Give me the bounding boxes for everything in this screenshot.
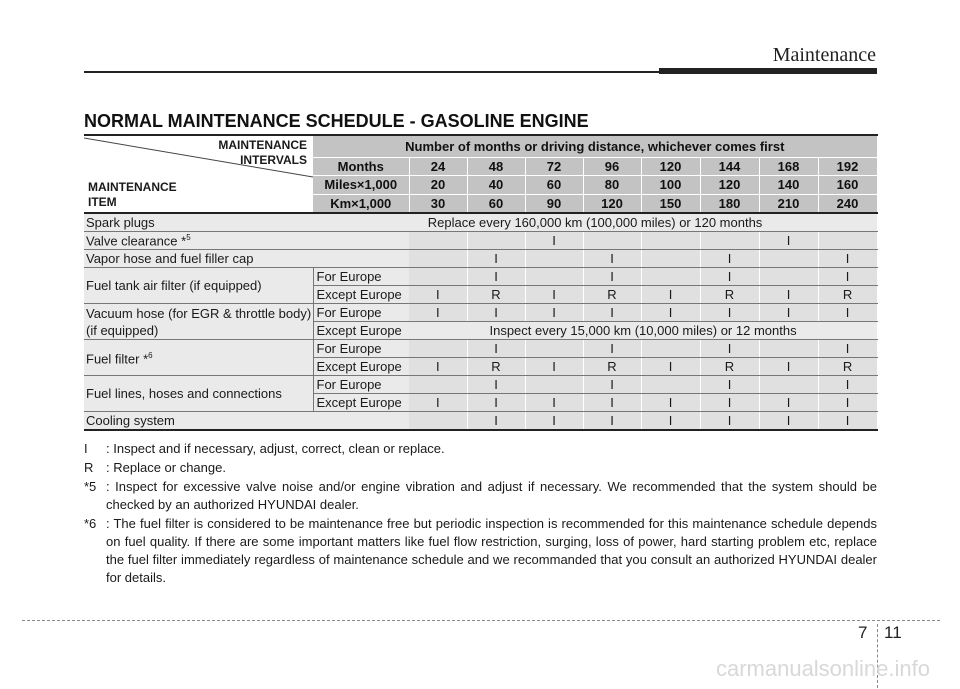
item-name — [84, 232, 409, 250]
item-label-line: MAINTENANCE — [88, 180, 177, 194]
scale-value: 60 — [525, 176, 583, 194]
table-row — [84, 304, 877, 322]
item-name-text: Cooling system — [86, 413, 175, 428]
schedule-cell: I — [818, 340, 877, 358]
region-label: For Europe — [313, 304, 409, 322]
schedule-cell — [641, 340, 700, 358]
legend-entry — [84, 459, 877, 477]
maintenance-schedule-table — [84, 134, 878, 431]
intervals-label — [218, 138, 307, 168]
schedule-cell: I — [583, 250, 641, 268]
item-name — [84, 268, 313, 304]
legend-entry — [84, 478, 877, 514]
schedule-cell — [467, 232, 525, 250]
schedule-cell: R — [700, 358, 759, 376]
schedule-cell: I — [583, 376, 641, 394]
schedule-cell: I — [818, 394, 877, 412]
footnote-marker: 6 — [148, 351, 153, 361]
header-row — [84, 135, 877, 157]
region-label: For Europe — [313, 340, 409, 358]
item-name-text: Fuel lines, hoses and connections — [86, 386, 282, 401]
document-title: NORMAL MAINTENANCE SCHEDULE - GASOLINE ENGINE — [84, 111, 589, 131]
scale-value: 48 — [467, 157, 525, 175]
schedule-cell: I — [467, 304, 525, 322]
schedule-cell — [409, 412, 467, 431]
interval-note: Inspect every 15,000 km (10,000 miles) or 12 months — [409, 322, 877, 340]
schedule-cell — [409, 376, 467, 394]
scale-label: Km×1,000 — [313, 194, 409, 213]
table-row — [84, 340, 877, 358]
schedule-cell: I — [700, 268, 759, 286]
scale-value: 100 — [641, 176, 700, 194]
schedule-cell: I — [467, 412, 525, 431]
schedule-cell — [525, 376, 583, 394]
schedule-cell: I — [583, 340, 641, 358]
scale-value: 192 — [818, 157, 877, 175]
item-name-text: Fuel tank air filter (if equipped) — [86, 278, 262, 293]
schedule-cell: I — [583, 394, 641, 412]
region-label: Except Europe — [313, 394, 409, 412]
schedule-cell: R — [583, 358, 641, 376]
scale-value: 60 — [467, 194, 525, 213]
schedule-cell: I — [759, 232, 818, 250]
schedule-cell — [409, 340, 467, 358]
header-rule-thin — [84, 71, 662, 73]
schedule-cell: I — [467, 376, 525, 394]
scale-label: Months — [313, 157, 409, 175]
schedule-cell: R — [818, 358, 877, 376]
schedule-cell — [641, 376, 700, 394]
scale-value: 160 — [818, 176, 877, 194]
item-name — [84, 304, 313, 340]
table-row — [84, 376, 877, 394]
legend-key: *5 — [84, 479, 97, 494]
schedule-cell: I — [700, 412, 759, 431]
schedule-cell — [700, 232, 759, 250]
schedule-cell: I — [700, 340, 759, 358]
schedule-cell: I — [409, 304, 467, 322]
watermark: carmanualsonline.info — [715, 656, 930, 681]
schedule-cell — [409, 268, 467, 286]
legend-text: : Replace or change. — [106, 460, 226, 475]
schedule-cell: I — [525, 394, 583, 412]
schedule-cell — [409, 250, 467, 268]
scale-value: 144 — [700, 157, 759, 175]
scale-value: 210 — [759, 194, 818, 213]
item-name — [84, 376, 313, 412]
table-row — [84, 412, 877, 431]
schedule-cell: I — [818, 304, 877, 322]
schedule-cell: R — [467, 358, 525, 376]
schedule-cell: I — [759, 304, 818, 322]
schedule-cell: I — [583, 412, 641, 431]
schedule-cell: I — [818, 268, 877, 286]
item-name-text: Fuel filter * — [86, 351, 149, 367]
scale-value: 96 — [583, 157, 641, 175]
schedule-cell: I — [700, 250, 759, 268]
schedule-cell — [759, 268, 818, 286]
region-label: Except Europe — [313, 286, 409, 304]
schedule-cell: R — [467, 286, 525, 304]
schedule-cell — [525, 268, 583, 286]
legend-text: : Inspect for excessive valve noise and/or engine vibration and adjust if necessary. We recommended that the system should be checked by an authorized HYUNDAI dealer. — [106, 479, 877, 512]
schedule-cell — [583, 232, 641, 250]
chapter-number: 7 — [858, 623, 868, 642]
schedule-cell: I — [409, 358, 467, 376]
schedule-cell: I — [525, 304, 583, 322]
schedule-cell: I — [467, 250, 525, 268]
schedule-cell: I — [759, 412, 818, 431]
schedule-cell — [641, 268, 700, 286]
schedule-cell: I — [818, 250, 877, 268]
table-row — [84, 268, 877, 286]
item-name-text: Vapor hose and fuel filler cap — [86, 251, 254, 266]
scale-value: 150 — [641, 194, 700, 213]
scale-value: 120 — [583, 194, 641, 213]
schedule-cell: I — [641, 304, 700, 322]
item-name — [84, 412, 409, 431]
region-label: Except Europe — [313, 322, 409, 340]
footer-divider — [22, 620, 940, 621]
table-corner-header — [84, 135, 313, 213]
scale-value: 180 — [700, 194, 759, 213]
item-name-text: Spark plugs — [86, 215, 155, 230]
section-title: Maintenance — [772, 44, 876, 66]
legend-entry — [84, 515, 877, 587]
scale-value: 168 — [759, 157, 818, 175]
intervals-header: Number of months or driving distance, whichever comes first — [313, 135, 877, 157]
schedule-cell: R — [583, 286, 641, 304]
schedule-cell: I — [525, 412, 583, 431]
intervals-label-line: MAINTENANCE — [218, 138, 307, 152]
item-name-text: Valve clearance * — [86, 233, 187, 249]
legend-text: : The fuel filter is considered to be maintenance free but periodic inspection is recommended for this maintenance schedule depends on fuel quality. If there are some important matters like fuel flow restriction, surging, loss of power, hard starting problem etc, replace the fuel filter immediately regardless of maintenance schedule and we recommanded that you consult an authorized HYUNDAI dealer for details. — [106, 516, 877, 585]
schedule-cell: I — [525, 358, 583, 376]
scale-value: 80 — [583, 176, 641, 194]
item-name — [84, 250, 409, 268]
schedule-cell: I — [759, 286, 818, 304]
schedule-cell: R — [700, 286, 759, 304]
schedule-cell: I — [467, 340, 525, 358]
region-label: For Europe — [313, 376, 409, 394]
item-name-text: Vacuum hose (for EGR & throttle body) (if equipped) — [86, 305, 312, 338]
interval-note: Replace every 160,000 km (100,000 miles) or 120 months — [313, 213, 877, 232]
item-label — [88, 180, 177, 210]
schedule-cell: I — [759, 358, 818, 376]
schedule-cell: I — [409, 286, 467, 304]
schedule-cell: I — [409, 394, 467, 412]
region-label: For Europe — [313, 268, 409, 286]
legend-key: R — [84, 460, 94, 475]
legend-entry — [84, 440, 877, 458]
schedule-cell: I — [641, 286, 700, 304]
schedule-cell: R — [818, 286, 877, 304]
schedule-cell — [759, 250, 818, 268]
item-label-line: ITEM — [88, 195, 117, 209]
scale-value: 72 — [525, 157, 583, 175]
schedule-cell: I — [583, 304, 641, 322]
legend-text: : Inspect and if necessary, adjust, correct, clean or replace. — [106, 441, 445, 456]
page-number: 11 — [884, 623, 902, 642]
scale-value: 120 — [700, 176, 759, 194]
schedule-cell: I — [583, 268, 641, 286]
schedule-cell: I — [700, 304, 759, 322]
footnote-marker: 5 — [186, 232, 191, 242]
scale-value: 30 — [409, 194, 467, 213]
intervals-label-line: INTERVALS — [240, 153, 307, 167]
scale-value: 24 — [409, 157, 467, 175]
legend — [84, 440, 877, 588]
scale-value: 140 — [759, 176, 818, 194]
schedule-cell: I — [467, 394, 525, 412]
schedule-cell: I — [818, 376, 877, 394]
legend-key: *6 — [84, 516, 97, 531]
schedule-cell: I — [818, 412, 877, 431]
scale-value: 20 — [409, 176, 467, 194]
schedule-cell: I — [641, 358, 700, 376]
schedule-cell — [409, 232, 467, 250]
scale-value: 240 — [818, 194, 877, 213]
table-row — [84, 232, 877, 250]
schedule-cell: I — [700, 376, 759, 394]
scale-value: 120 — [641, 157, 700, 175]
schedule-cell — [641, 250, 700, 268]
schedule-cell: I — [525, 232, 583, 250]
scale-value: 40 — [467, 176, 525, 194]
schedule-cell — [759, 340, 818, 358]
schedule-cell — [818, 232, 877, 250]
schedule-cell: I — [525, 286, 583, 304]
header-rule-thick — [659, 68, 877, 74]
schedule-cell: I — [759, 394, 818, 412]
region-label: Except Europe — [313, 358, 409, 376]
schedule-cell — [759, 376, 818, 394]
item-name — [84, 340, 313, 376]
schedule-cell: I — [467, 268, 525, 286]
schedule-cell: I — [641, 412, 700, 431]
scale-label: Miles×1,000 — [313, 176, 409, 194]
schedule-cell: I — [641, 394, 700, 412]
schedule-cell — [525, 340, 583, 358]
table-row — [84, 250, 877, 268]
legend-key: I — [84, 441, 88, 456]
schedule-cell — [525, 250, 583, 268]
schedule-cell: I — [700, 394, 759, 412]
schedule-cell — [641, 232, 700, 250]
scale-value: 90 — [525, 194, 583, 213]
